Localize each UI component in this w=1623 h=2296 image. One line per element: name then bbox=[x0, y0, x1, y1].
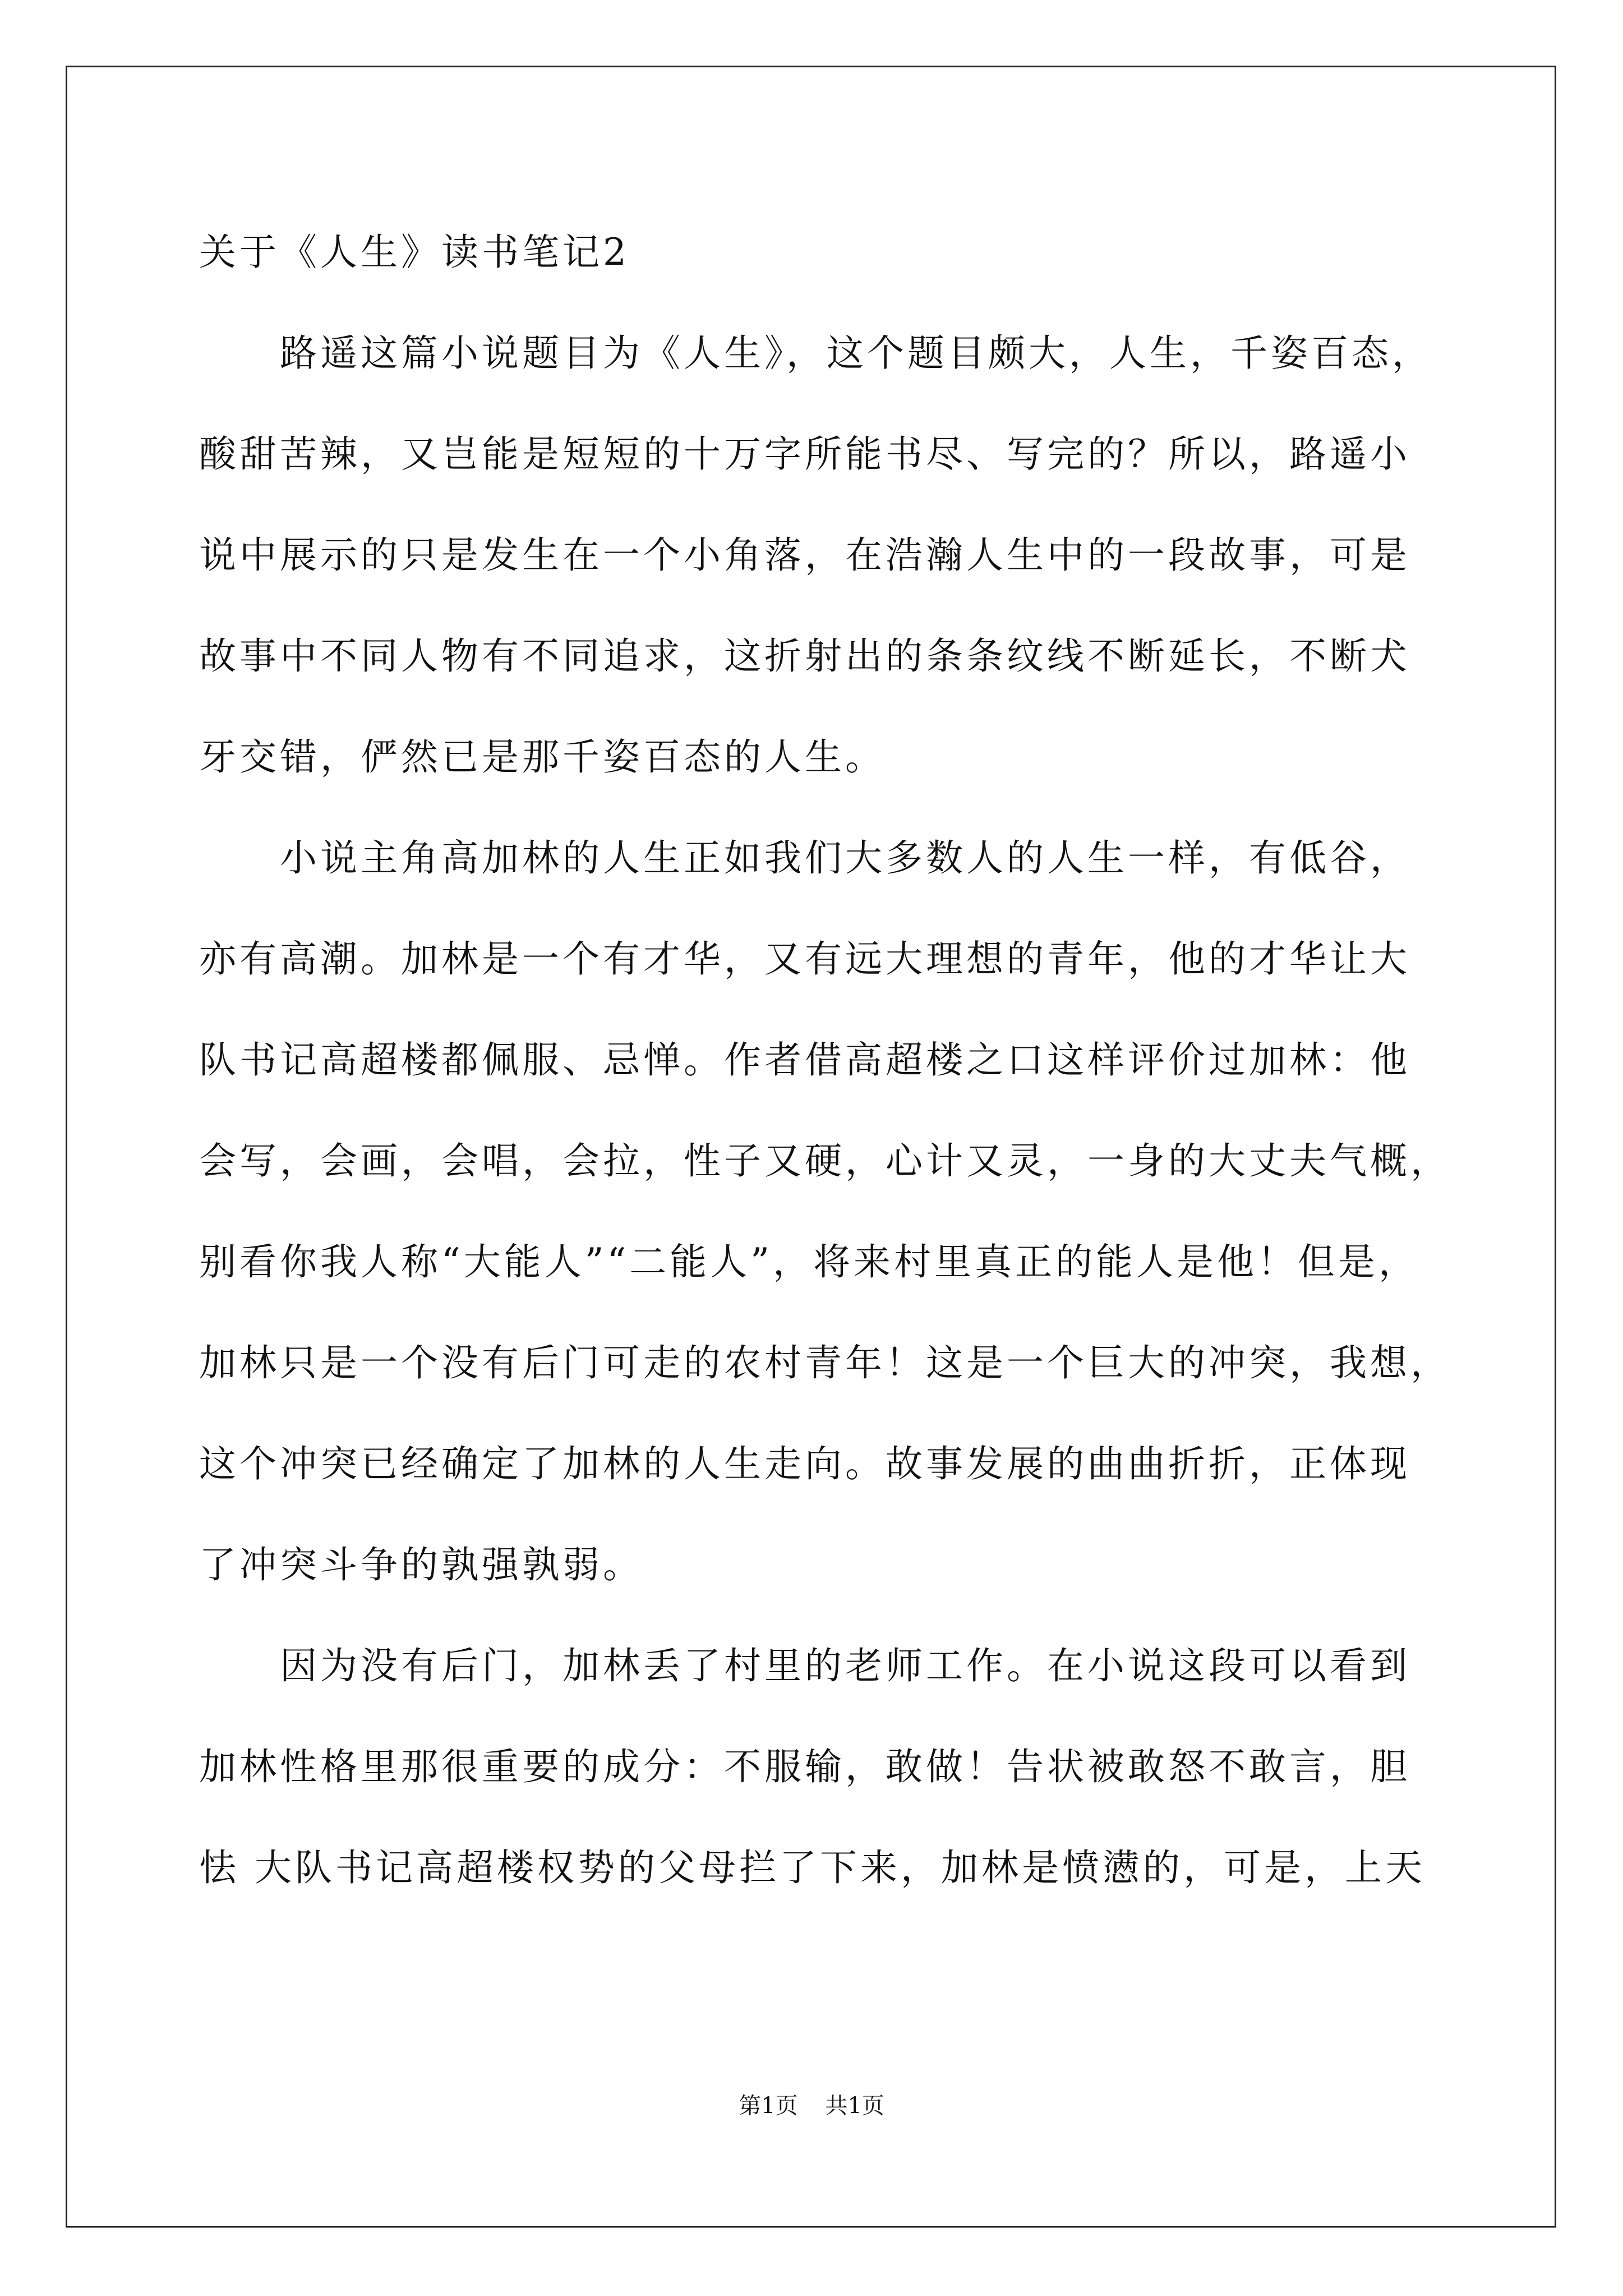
paragraph-line-8: 队书记高超楼都佩服、忌惮。作者借高超楼之口这样评价过加林：他 bbox=[199, 1038, 1410, 1082]
paragraph-line-14: 因为没有后门，加林丢了村里的老师工作。在小说这段可以看到 bbox=[199, 1644, 1410, 1687]
document-title: 关于《人生》读书笔记2 bbox=[199, 231, 630, 274]
paragraph-line-5: 牙交错，俨然已是那千姿百态的人生。 bbox=[199, 735, 886, 779]
paragraph-line-2: 酸甜苦辣，又岂能是短短的十万字所能书尽、写完的？所以，路遥小 bbox=[199, 432, 1410, 476]
page-number: 第1页 bbox=[739, 2093, 798, 2119]
paragraph-line-6: 小说主角高加林的人生正如我们大多数人的人生一样，有低谷， bbox=[199, 836, 1410, 880]
paragraph-line-1: 路遥这篇小说题目为《人生》，这个题目颇大，人生，千姿百态， bbox=[199, 332, 1432, 375]
paragraph-line-9: 会写，会画，会唱，会拉，性子又硬，心计又灵，一身的大丈夫气概， bbox=[199, 1139, 1451, 1182]
page-total: 共1页 bbox=[825, 2093, 884, 2119]
paragraph-line-12: 这个冲突已经确定了加林的人生走向。故事发展的曲曲折折，正体现 bbox=[199, 1442, 1410, 1485]
paragraph-line-10: 别看你我人称“大能人”“二能人”，将来村里真正的能人是他！但是， bbox=[199, 1240, 1419, 1283]
paragraph-line-15: 加林性格里那很重要的成分：不服输，敢做！告状被敢怒不敢言，胆 bbox=[199, 1745, 1410, 1788]
page-footer bbox=[0, 2089, 1623, 2123]
paragraph-line-4: 故事中不同人物有不同追求，这折射出的条条纹线不断延长，不断犬 bbox=[199, 634, 1410, 678]
paragraph-line-11: 加林只是一个没有后门可走的农村青年！这是一个巨大的冲突，我想， bbox=[199, 1341, 1451, 1384]
paragraph-line-13: 了冲突斗争的孰强孰弱。 bbox=[199, 1543, 643, 1586]
paragraph-line-16: 怯 大队书记高超楼权势的父母拦了下来，加林是愤懑的，可是，上天 bbox=[199, 1846, 1426, 1889]
paragraph-line-3: 说中展示的只是发生在一个小角落，在浩瀚人生中的一段故事，可是 bbox=[199, 533, 1410, 577]
paragraph-line-7: 亦有高潮。加林是一个有才华，又有远大理想的青年，他的才华让大 bbox=[199, 937, 1410, 981]
